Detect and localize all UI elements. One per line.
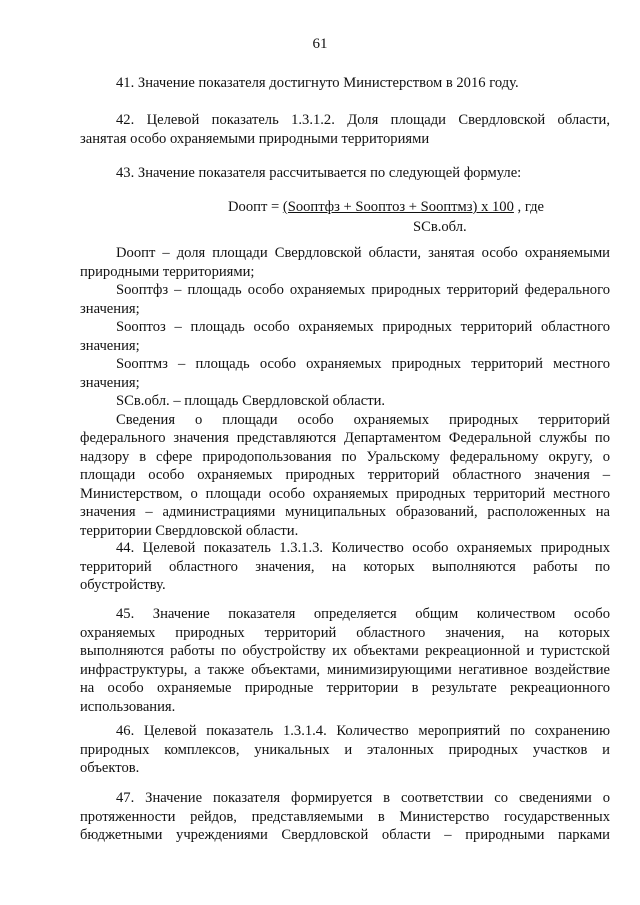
def-s-ooptmz: Sоoптмз – площадь особо охраняемых природных территорий местного <box>116 356 610 372</box>
paragraph-svedeniya: Сведения о площади особо охраняемых природных территорий <box>116 411 610 428</box>
formula-numerator: (Sоoптфз + Sоoптоз + Sоoптмз) х 100 <box>282 199 514 215</box>
formula-denominator: SСв.обл. <box>413 219 467 235</box>
paragraph-44: 44. Целевой показатель 1.3.1.3. Количество особо охраняемых природных территорий областного значения, на которых выполняются работы по обустройству. <box>80 540 610 593</box>
paragraph-43: 43. Значение показателя рассчитывается по следующей формуле: <box>116 165 522 181</box>
definitions: Dоопт – доля площади Свердловской области, занятая особо охраняемыми природными территориями; Sоoптфз – площадь особо охраняемых природных территорий федерального значения; Sоoптоз – площадь особо охраняемых природных территорий областного значения; Sоoптмз – площадь особо охраняемых природных территорий местного значения; SСв.обл. – площадь Свердловской области. Сведения о площади особо охраняемых природных территорий федерального значения представляются Департаментом Федеральной службы по надзору в сфере природопользования по Уральскому федеральному округу, о площади особо охраняемых природных территорий областного значения – Министерством, о площади особо охраняемых природных территорий местного значения – администрациями муниципальных образований, расположенных на территории Свердловской области. <box>80 245 610 539</box>
paragraph-42: 42. Целевой показатель 1.3.1.2. Доля площади Свердловской области, занятая особо охраняемыми природными территориями <box>80 112 610 147</box>
paragraph-45: 45. Значение показателя определяется общим количеством особо охраняемых природных территорий областного значения, на которых выполняются работы по обустройству их объектами рекреационной и туристской инфраструктуры, а также объектами, минимизирующими негативное воздействие на особо охраняемые природные территории в результате рекреационного использования. <box>80 606 610 715</box>
formula-tail: , где <box>513 199 545 215</box>
formula-lhs: Dоопт = <box>228 199 283 215</box>
paragraph-46: 46. Целевой показатель 1.3.1.4. Количество мероприятий по сохранению природных комплексов, уникальных и эталонных природных участков и объектов. <box>80 723 610 776</box>
def-s-region: SСв.обл. – площадь Свердловской области. <box>116 393 386 409</box>
def-s-ooptfz: Sоoптфз – площадь особо охраняемых природных территорий федерального <box>116 282 610 298</box>
def-s-ooptoz: Sоoптоз – площадь особо охраняемых природных территорий областного <box>116 319 610 335</box>
paragraph-47: 47. Значение показателя формируется в соответствии со сведениями о протяженности рейдов, представляемыми в Министерство государственных бюджетными учреждениями Свердловской области – природными парками <box>80 790 610 843</box>
def-d-oopt: Dоопт – доля площади Свердловской области, занятая особо охраняемыми <box>116 245 610 261</box>
formula <box>228 199 544 216</box>
paragraph-41: 41. Значение показателя достигнуто Министерством в 2016 году. <box>116 75 519 91</box>
page-number: 61 <box>312 36 328 52</box>
